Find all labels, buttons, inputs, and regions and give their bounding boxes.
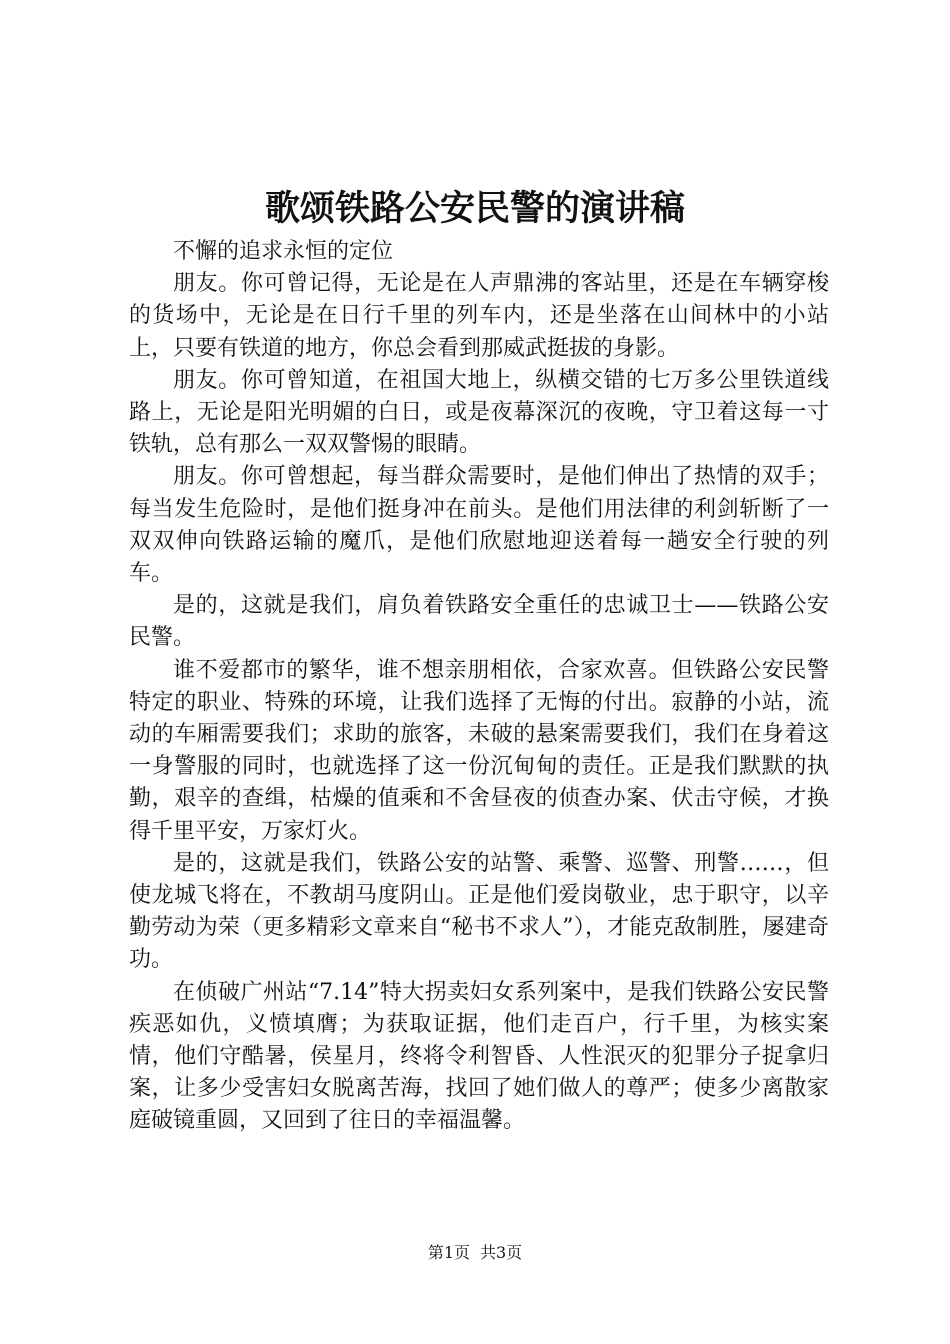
body-paragraph: 朋友。你可曾知道，在祖国大地上，纵横交错的七万多公里铁道线路上，无论是阳光明媚的白日，或是夜幕深沉的夜晚，守卫着这每一寸铁轨，总有那么一双双警惕的眼睛。: [129, 367, 829, 458]
body-paragraph: 是的，这就是我们，铁路公安的站警、乘警、巡警、刑警……，但使龙城飞将在，不教胡马度阴山。正是他们爱岗敬业，忠于职守，以辛勤劳动为荣（更多精彩文章来自“秘书不求人”），才能克敌制胜，屡建奇功。: [129, 850, 829, 973]
page-footer: [0, 1242, 950, 1264]
body-paragraph: 朋友。你可曾想起，每当群众需要时，是他们伸出了热情的双手；每当发生危险时，是他们挺身冲在前头。是他们用法律的利剑斩断了一双双伸向铁路运输的魔爪，是他们欣慰地迎送着每一趟安全行驶的列车。: [129, 464, 829, 587]
body-paragraph: 谁不爱都市的繁华，谁不想亲朋相依，合家欢喜。但铁路公安民警特定的职业、特殊的环境，让我们选择了无悔的付出。寂静的小站，流动的车厢需要我们；求助的旅客，未破的悬案需要我们，我们在身着这一身警服的同时，也就选择了这一份沉甸甸的责任。正是我们默默的执勤，艰辛的查缉，枯燥的值乘和不舍昼夜的侦查办案、伏击守候，才换得千里平安，万家灯火。: [129, 657, 829, 844]
subtitle-paragraph: 不懈的追求永恒的定位: [173, 239, 394, 264]
document-body: [129, 236, 829, 1138]
page-number: 第1页: [427, 1243, 470, 1262]
body-paragraph: 是的，这就是我们，肩负着铁路安全重任的忠诚卫士——铁路公安民警。: [129, 593, 829, 651]
page-total: 共3页: [480, 1243, 523, 1262]
document-title: 歌颂铁路公安民警的演讲稿: [264, 188, 685, 229]
body-paragraph: 在侦破广州站“7.14”特大拐卖妇女系列案中，是我们铁路公安民警疾恶如仇，义愤填膺；为获取证据，他们走百户，行千里，为核实案情，他们守酷暑，侯星月，终将令利智昏、人性泯灭的犯罪分子捉拿归案，让多少受害妇女脱离苦海，找回了她们做人的尊严；使多少离散家庭破镜重圆，又回到了往日的幸福温馨。: [129, 979, 829, 1134]
body-paragraph: 朋友。你可曾记得，无论是在人声鼎沸的客站里，还是在车辆穿梭的货场中，无论是在日行千里的列车内，还是坐落在山间林中的小站上，只要有铁道的地方，你总会看到那威武挺拔的身影。: [129, 271, 829, 361]
